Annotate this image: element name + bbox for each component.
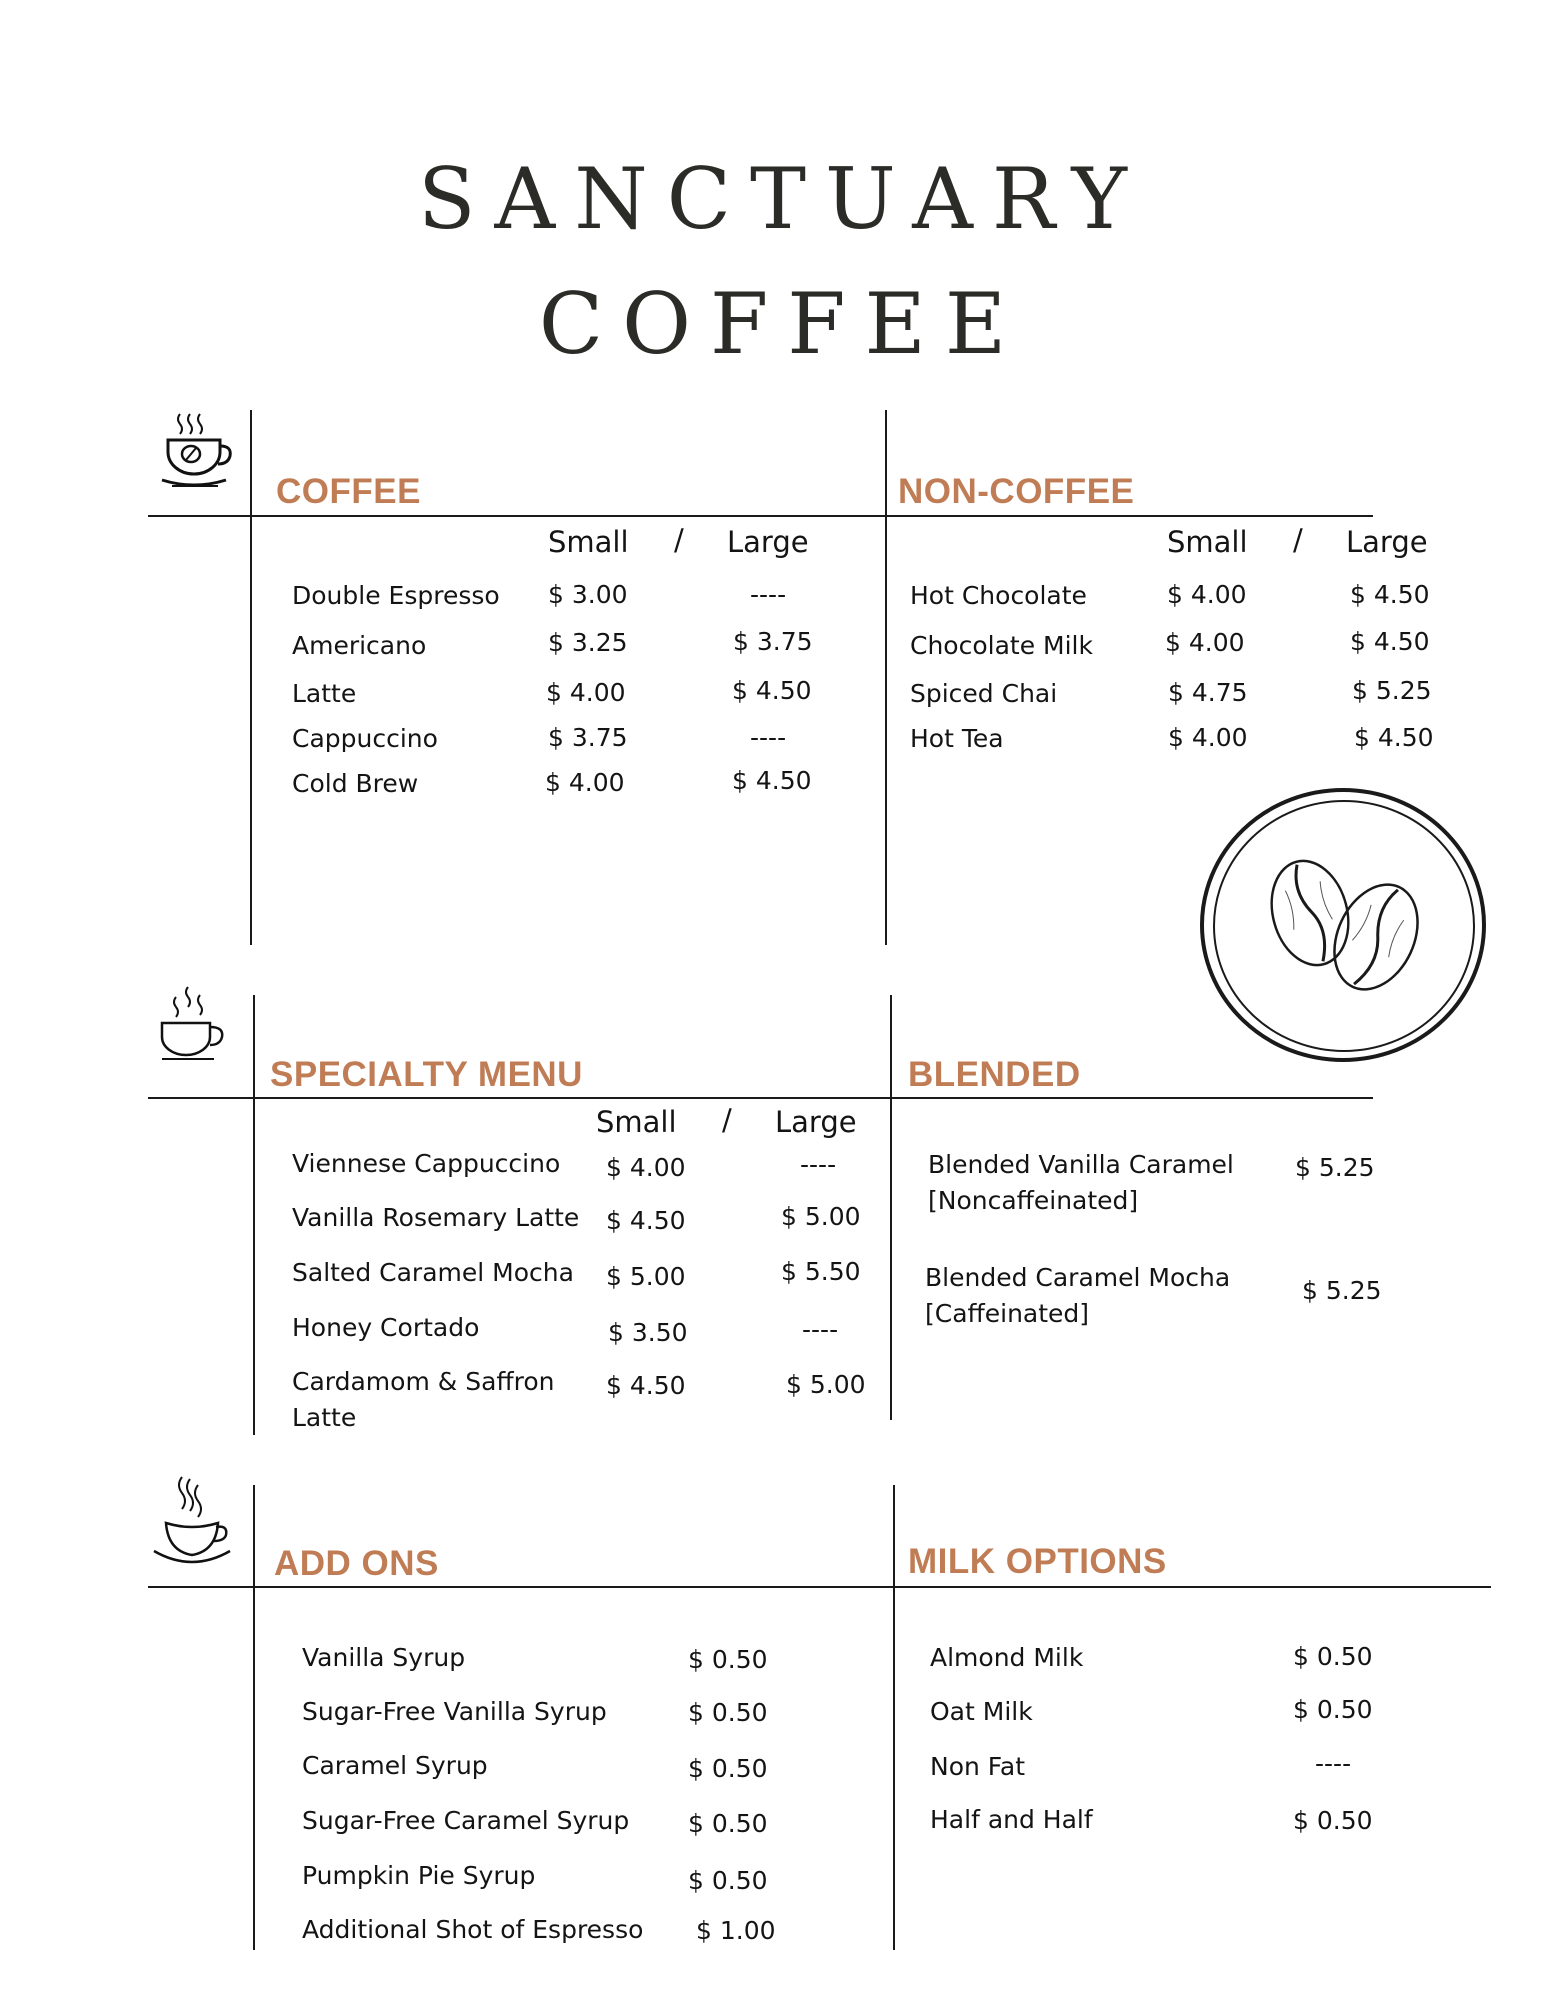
price: $ 5.25: [1295, 1153, 1375, 1182]
price-small: $ 4.00: [545, 768, 625, 797]
teacup-icon: [152, 1475, 232, 1570]
title-sanctuary: SANCTUARY: [418, 150, 1146, 248]
price-large: $ 4.50: [1354, 723, 1434, 752]
col-slash: /: [722, 1103, 732, 1137]
title-coffee: COFFEE: [538, 275, 1026, 373]
blended-heading: BLENDED: [908, 1055, 1081, 1094]
steaming-cup-icon: [158, 985, 233, 1060]
divider: [890, 995, 892, 1420]
price-large: $ 4.50: [732, 766, 812, 795]
price-large: ----: [802, 1315, 839, 1344]
price: $ 1.00: [696, 1916, 776, 1945]
price-small: $ 3.50: [608, 1318, 688, 1347]
list-item: Hot Tea: [910, 724, 1004, 753]
list-item: Hot Chocolate: [910, 581, 1087, 610]
price: $ 0.50: [688, 1645, 768, 1674]
list-item: Oat Milk: [930, 1697, 1033, 1726]
price-large: $ 3.75: [733, 627, 813, 656]
list-item: Vanilla Syrup: [302, 1643, 466, 1672]
price: $ 0.50: [688, 1754, 768, 1783]
price-small: $ 3.25: [548, 628, 628, 657]
price-small: $ 4.00: [546, 678, 626, 707]
price: $ 0.50: [1293, 1642, 1373, 1671]
list-item: Spiced Chai: [910, 679, 1058, 708]
price-large: $ 5.00: [781, 1202, 861, 1231]
price: $ 0.50: [1293, 1806, 1373, 1835]
price-large: $ 5.50: [781, 1257, 861, 1286]
divider: [250, 410, 252, 945]
milk-options-heading: MILK OPTIONS: [908, 1542, 1167, 1581]
col-slash: /: [674, 523, 684, 557]
list-item: Almond Milk: [930, 1643, 1084, 1672]
list-item: Salted Caramel Mocha: [292, 1258, 574, 1287]
coffee-heading: COFFEE: [276, 472, 421, 511]
list-item: Non Fat: [930, 1752, 1025, 1781]
price-large: $ 5.00: [786, 1370, 866, 1399]
list-item: Sugar-Free Vanilla Syrup: [302, 1697, 607, 1726]
list-item: Honey Cortado: [292, 1313, 480, 1342]
list-item: Caramel Syrup: [302, 1751, 488, 1780]
list-item: Pumpkin Pie Syrup: [302, 1861, 536, 1890]
col-small: Small: [1167, 525, 1248, 559]
list-item: Vanilla Rosemary Latte: [292, 1203, 580, 1232]
price-small: $ 4.00: [1167, 580, 1247, 609]
coffee-cup-icon: [158, 410, 233, 490]
price-large: ----: [750, 580, 787, 609]
price: $ 0.50: [688, 1698, 768, 1727]
list-item: Viennese Cappuccino: [292, 1149, 561, 1178]
list-item: Additional Shot of Espresso: [302, 1915, 644, 1944]
list-item: Chocolate Milk: [910, 631, 1093, 660]
divider: [253, 1485, 255, 1950]
list-item: Cappuccino: [292, 724, 438, 753]
col-small: Small: [548, 525, 629, 559]
price-large: $ 5.25: [1352, 676, 1432, 705]
col-small: Small: [596, 1105, 677, 1139]
col-slash: /: [1293, 523, 1303, 557]
col-large: Large: [1346, 525, 1428, 559]
list-item-note: [Noncaffeinated]: [928, 1186, 1139, 1215]
divider: [893, 1485, 895, 1950]
price-large: $ 4.50: [732, 676, 812, 705]
list-item-note: [Caffeinated]: [925, 1299, 1090, 1328]
price-small: $ 4.50: [606, 1371, 686, 1400]
price: $ 5.25: [1302, 1276, 1382, 1305]
divider: [885, 410, 887, 945]
price-large: ----: [750, 723, 787, 752]
price-small: $ 4.00: [606, 1153, 686, 1182]
price-small: $ 4.00: [1165, 628, 1245, 657]
price-small: $ 3.75: [548, 723, 628, 752]
price: $ 0.50: [688, 1809, 768, 1838]
col-large: Large: [727, 525, 809, 559]
coffee-beans-plate-icon: [1198, 785, 1488, 1065]
list-item: Blended Caramel Mocha: [925, 1263, 1231, 1292]
price-small: $ 4.50: [606, 1206, 686, 1235]
divider: [253, 995, 255, 1435]
price: ----: [1315, 1749, 1352, 1778]
price: $ 0.50: [1293, 1695, 1373, 1724]
price: $ 0.50: [688, 1866, 768, 1895]
list-item: Blended Vanilla Caramel: [928, 1150, 1234, 1179]
non-coffee-heading: NON-COFFEE: [898, 472, 1135, 511]
list-item: Half and Half: [930, 1805, 1093, 1834]
price-small: $ 4.00: [1168, 723, 1248, 752]
list-item: Cardamom & Saffron: [292, 1367, 555, 1396]
list-item-continued: Latte: [292, 1403, 357, 1432]
price-small: $ 4.75: [1168, 678, 1248, 707]
add-ons-heading: ADD ONS: [274, 1544, 439, 1583]
list-item: Latte: [292, 679, 357, 708]
price-large: $ 4.50: [1350, 627, 1430, 656]
divider: [148, 515, 1373, 517]
price-small: $ 5.00: [606, 1262, 686, 1291]
price-large: ----: [800, 1150, 837, 1179]
price-small: $ 3.00: [548, 580, 628, 609]
price-large: $ 4.50: [1350, 580, 1430, 609]
list-item: Cold Brew: [292, 769, 419, 798]
list-item: Sugar-Free Caramel Syrup: [302, 1806, 630, 1835]
col-large: Large: [775, 1105, 857, 1139]
list-item: Double Espresso: [292, 581, 500, 610]
list-item: Americano: [292, 631, 427, 660]
divider: [148, 1097, 1373, 1099]
specialty-heading: SPECIALTY MENU: [270, 1055, 583, 1094]
divider: [148, 1586, 1491, 1588]
